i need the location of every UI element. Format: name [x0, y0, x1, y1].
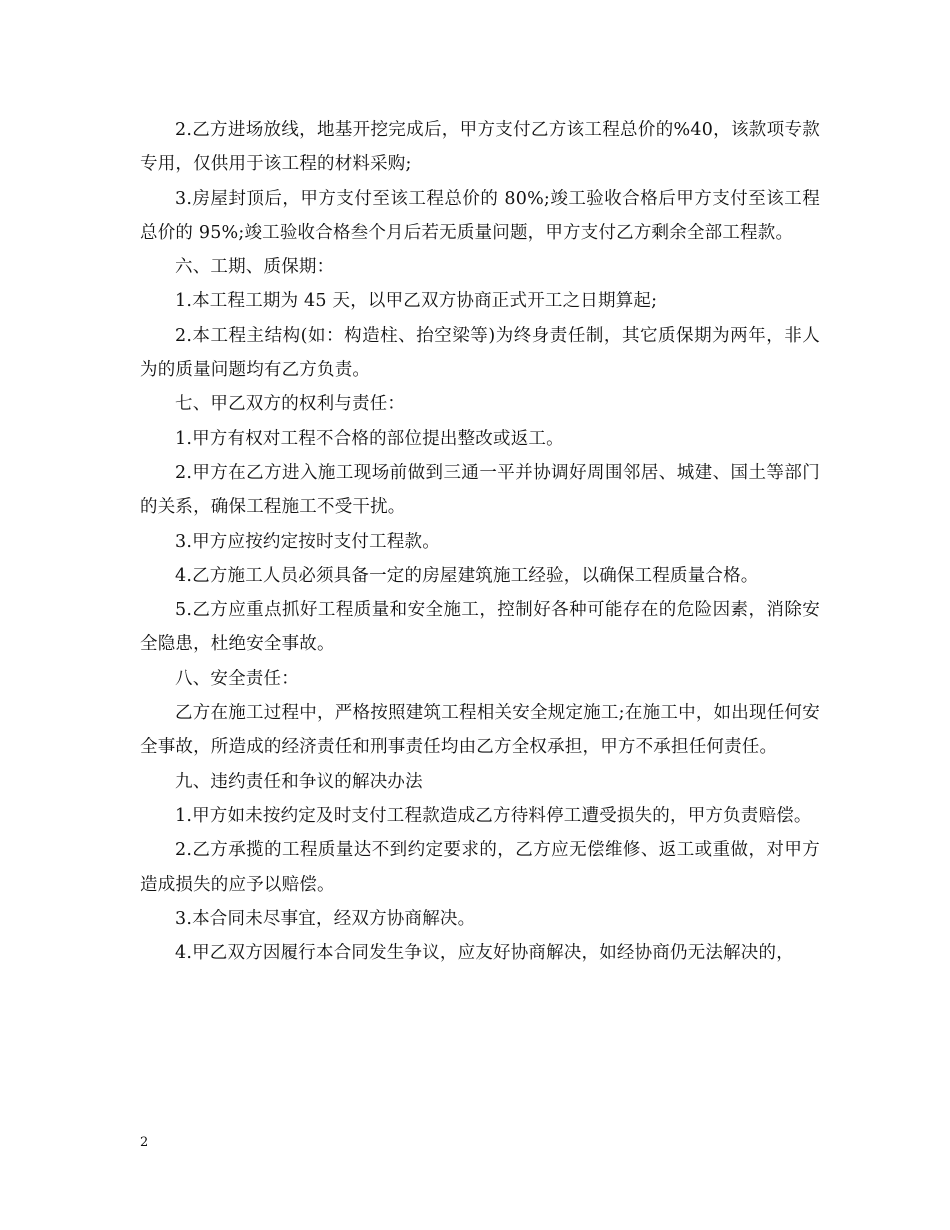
paragraph-breach-2: 2.乙方承揽的工程质量达不到约定要求的，乙方应无偿维修、返工或重做，对甲方造成损失的应予以赔偿。 [140, 840, 820, 895]
paragraph-breach-1: 1.甲方如未按约定及时支付工程款造成乙方待料停工遭受损失的，甲方负责赔偿。 [175, 805, 812, 826]
paragraph-rights-2: 2.甲方在乙方进入施工现场前做到三通一平并协调好周围邻居、城建、国土等部门的关系，确保工程施工不受干扰。 [140, 462, 820, 518]
section-heading-safety: 八、安全责任： [175, 668, 299, 689]
paragraph-payment-2: 2.乙方进场放线，地基开挖完成后，甲方支付乙方该工程总价的%40，该款项专款专用，仅供用于该工程的材料采购; [140, 120, 820, 175]
paragraph-breach-3: 3.本合同未尽事宜，经双方协商解决。 [175, 908, 476, 929]
paragraph-rights-4: 4.乙方施工人员必须具备一定的房屋建筑施工经验，以确保工程质量合格。 [175, 565, 759, 586]
paragraph-rights-3: 3.甲方应按约定按时支付工程款。 [175, 531, 440, 552]
paragraph-payment-3: 3.房屋封顶后，甲方支付至该工程总价的 80%;竣工验收合格后甲方支付至该工程总价的 95%;竣工验收合格叁个月后若无质量问题，甲方支付乙方剩余全部工程款。 [140, 188, 820, 243]
paragraph-breach-4: 4.甲乙双方因履行本合同发生争议，应友好协商解决，如经协商仍无法解决的， [175, 943, 794, 964]
section-heading-breach-disputes: 九、违约责任和争议的解决办法 [175, 771, 423, 792]
document-body [140, 113, 820, 970]
page-number: 2 [140, 1135, 149, 1150]
paragraph-warranty-2: 2.本工程主结构(如：构造柱、抬空梁等)为终身责任制，其它质保期为两年，非人为的质量问题均有乙方负责。 [140, 325, 820, 381]
paragraph-rights-1: 1.甲方有权对工程不合格的部位提出整改或返工。 [175, 428, 564, 449]
section-heading-schedule-warranty: 六、工期、质保期： [175, 257, 335, 278]
paragraph-schedule-1: 1.本工程工期为 45 天，以甲乙双方协商正式开工之日期算起; [175, 291, 658, 312]
paragraph-safety: 乙方在施工过程中，严格按照建筑工程相关安全规定施工;在施工中，如出现任何安全事故，所造成的经济责任和刑事责任均由乙方全权承担，甲方不承担任何责任。 [140, 703, 820, 758]
paragraph-rights-5: 5.乙方应重点抓好工程质量和安全施工，控制好各种可能存在的危险因素，消除安全隐患，杜绝安全事故。 [140, 600, 820, 655]
section-heading-rights-responsibilities: 七、甲乙双方的权利与责任： [175, 394, 406, 415]
